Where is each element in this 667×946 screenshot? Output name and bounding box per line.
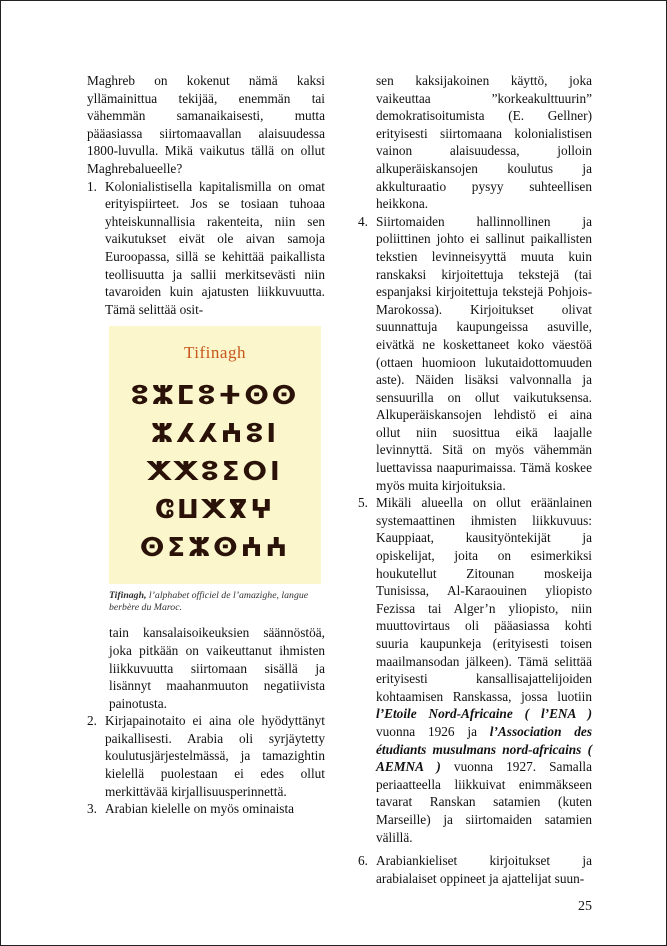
list-number: 1. (87, 178, 97, 194)
item5-text-c: vuonna 1926 ja (376, 723, 490, 739)
tifinagh-image (109, 326, 321, 584)
list-item-1 (87, 178, 325, 319)
caption-bold: Tifinagh, (109, 590, 147, 602)
tifinagh-line-5: ⵙⵉⵣⵙⵄⵄ (139, 533, 291, 564)
list-left-2 (87, 712, 325, 818)
etoile-nord-africaine: l’Etoile Nord-Africaine ( l’ENA ) (376, 706, 592, 722)
list-item-5 (358, 494, 592, 846)
list-number: 2. (87, 713, 97, 729)
list-left (87, 178, 325, 319)
list-item-2 (87, 712, 325, 800)
tifinagh-line-4: ⵛⵡⵅⴳⵖ (154, 495, 276, 526)
list-item-text: Siirtomaiden hallinnollinen ja poliittinen johto ei sallinut paikallisten tekstien levinneisyyttä muuta kuin ranskaksi kirjoitettuja tekstejä (tai espanjaksi kirjoitettuja tekstejä Pohjois- Marokossa). Kirjoitukset olivat suunnattuja kaupungeissa asuville, eivätkä ne koskettaneet koko väestöä (ottaen huomioon lukutaidottomuuden aste). Näiden lisäksi valvonnalla ja sensuurilla on ollut vaikutuksensa. Alkuperäiskansojen lehdistö ei aina ollut niin suosittua eikä laajalle levinnyttä. Sitä on myös vähemmän luettavissa naapurimaissa. Tämä koskee myös muita kirjoituksia. (376, 213, 592, 493)
list-item-text: Kirjapainotaito ei aina ole hyödyttänyt paikallisesti. Arabia oli syrjäytetty koulutusjärjestelmässä, ja tamazightin kielellä puolestaan ei edes ollut merkittävää kirjallisuusperinnettä. (105, 713, 325, 799)
tifinagh-line-1: ⵓⵣⵎⵓⵜⵙⵙ (130, 381, 300, 412)
item5-text-e: vuonna 1927. Samalla periaatteella liikkuivat enimmäkseen tavarat Ranskan satamien (kuten Marseille) ja siirtomaiden satamien välillä. (376, 759, 592, 845)
figure-title: Tifinagh (184, 343, 246, 363)
list-item-text: Arabiankieliset kirjoitukset ja arabialaiset oppineet ja ajattelijat suun- (376, 853, 592, 886)
tifinagh-line-2: ⵣⵃⵃⵄⵓⵏ (150, 419, 279, 450)
right-column (358, 72, 592, 887)
list-number: 4. (358, 213, 368, 229)
figure-caption (109, 590, 321, 614)
list-number: 3. (87, 801, 97, 817)
list-number: 5. (358, 495, 368, 511)
intro-paragraph: Maghreb on kokenut nämä kaksi yllämainittua tekijää, enemmän tai vähemmän samanaikaisesti, mutta pääasiassa siirtomaavallan alaisuudessa 1800-luvulla. Mikä vaikutus tällä on ollut Maghrebalueelle? (87, 73, 325, 176)
item1-continuation: tain kansalaisoikeuksien säännöstöä, joka pitkään on vaikeuttanut ihmisten liikkuvuutta siirtomaan sisällä ja lisännyt maahanmuuton negatiivista painotusta. (109, 625, 325, 711)
left-column (87, 72, 325, 818)
list-item-6 (358, 852, 592, 887)
list-item-4 (358, 213, 592, 495)
page-number: 25 (578, 899, 592, 914)
list-right (358, 213, 592, 888)
item5-text-a: Mikäli alueella on ollut eräänlainen systemaattinen ihmisten liikkuvuus: Kauppiaat, kausityöntekijät ja opiskelijat, joita on esimerkiksi houkutellut Zitounan moskeija Tunisissa, Al-Karaouinen yliopisto Fezissa tai Alger’n yliopisto, niin muuttovirtaus oli pääasiassa kohti suuria kaupunkeja (erityisesti toisen maailmansodan jälkeen). Tämä selittää erityisesti kansallisajattelijoiden kohtaamisen Ranskassa, jossa luotiin (376, 495, 592, 704)
aemna: l’Association des étudiants musulmans nord-africains ( AEMNA ) (376, 723, 593, 775)
tifinagh-line-3: ⵅⵅⵓⵉⵔⵏ (147, 457, 283, 488)
list-number: 6. (358, 853, 368, 869)
item3-continuation: sen kaksijakoinen käyttö, joka vaikeuttaa ”korkeakulttuurin” demokratisoitumista (E. Gellner) erityisesti siirtomaana kolonialistisen vainon alaisuudessa, jolloin alkuperäiskansojen koulutus ja akkulturaatio pysyy suhteellisen heikkona. (376, 73, 592, 212)
list-item-3 (87, 800, 325, 818)
caption-text: l’alphabet officiel de l’amazighe, langue berbère du Maroc. (109, 590, 309, 614)
list-item-text: Kolonialistisella kapitalismilla on omat erityispiirteet. Jos se tosiaan tuhoaa yhteiskunnallisia rakenteita, niin sen vaikutukset eivät ole aivan samoja Euroopassa, sillä se kehittää paikallista teollisuutta ja sallii merkitsevästi niin tavaroiden kuin ajatusten liikkuvuutta. Tämä selittää osit- (105, 178, 325, 317)
list-item-text: Arabian kielelle on myös ominaista (105, 801, 295, 817)
list-item-text (376, 495, 592, 844)
tifinagh-figure (109, 326, 321, 614)
